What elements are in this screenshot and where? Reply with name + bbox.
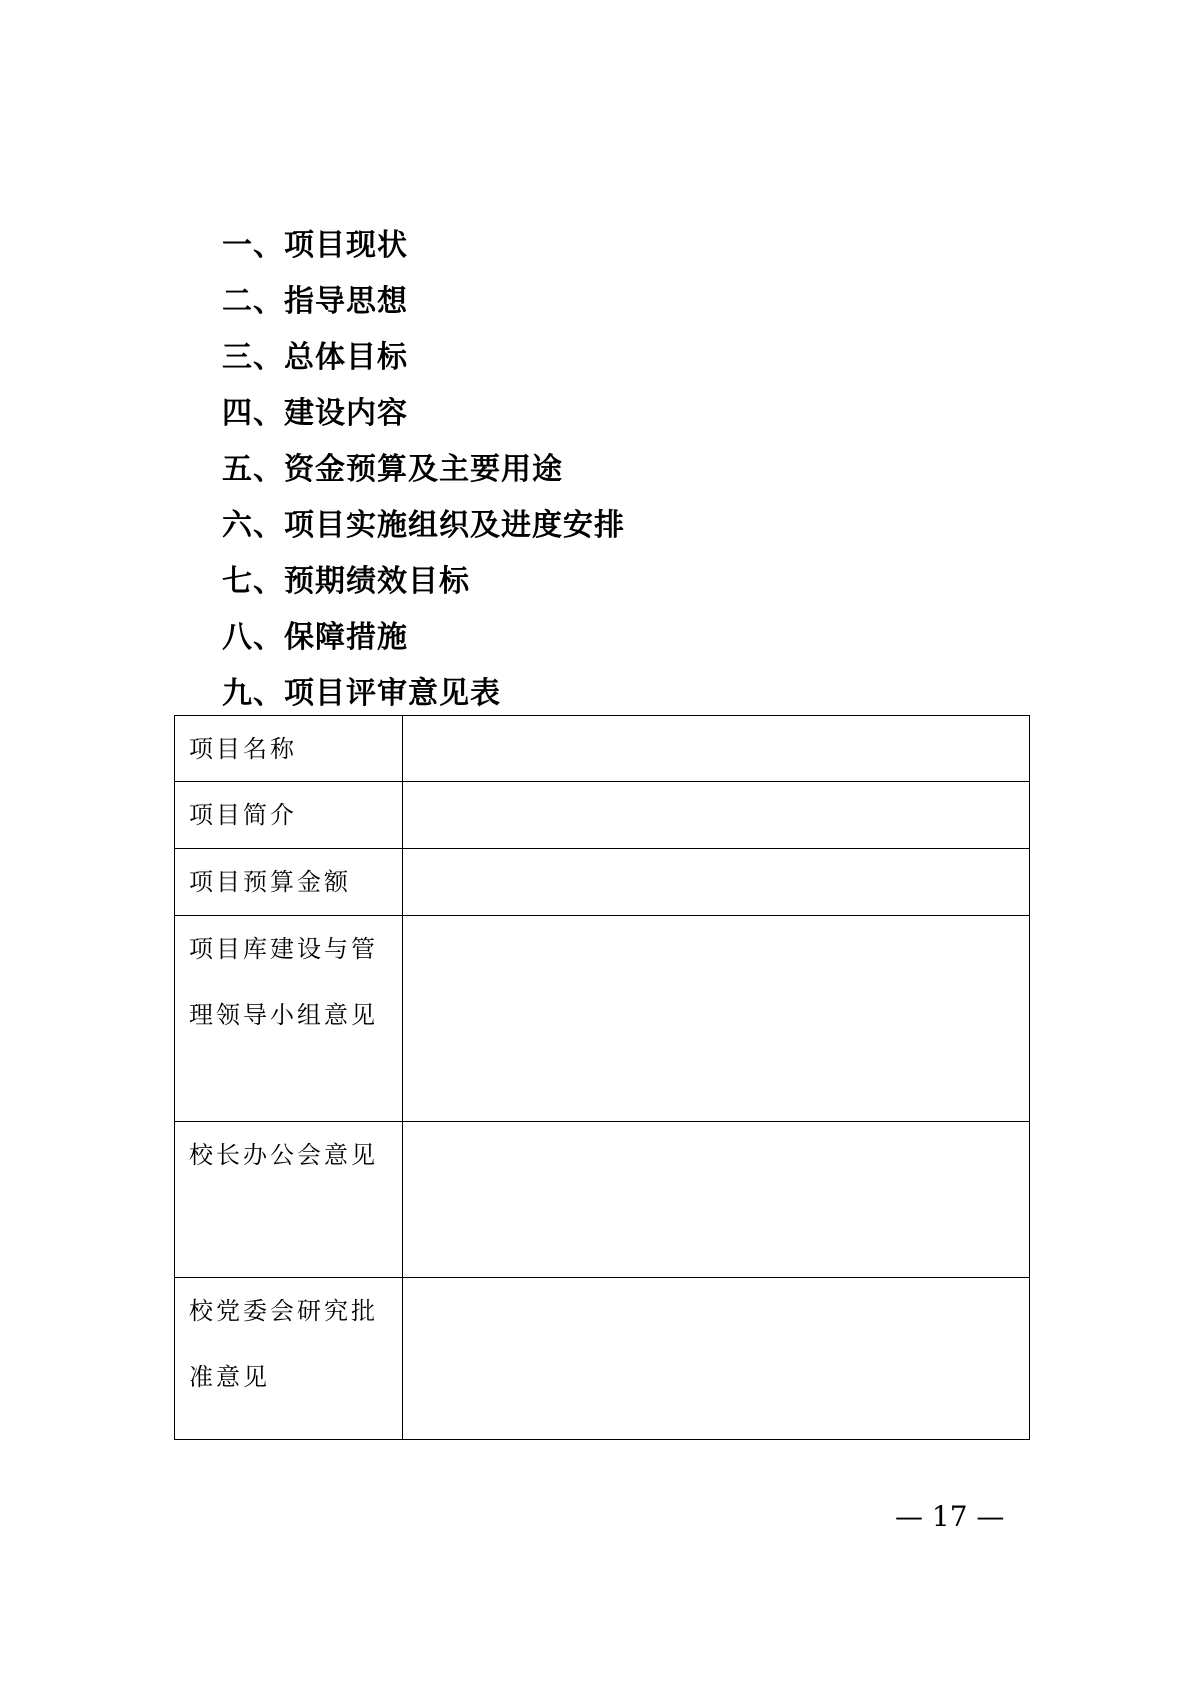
label-line: 理领导小组意见: [189, 1001, 378, 1029]
heading-safeguard-measures: 八、保障措施: [222, 620, 408, 655]
label-president-office-opinion: [175, 1122, 403, 1278]
table-row: [175, 1278, 1030, 1440]
value-project-name[interactable]: [403, 716, 1030, 782]
table-row: [175, 916, 1030, 1122]
table-row: [175, 782, 1030, 849]
section-heading-list: [222, 222, 625, 726]
label-line: 项目库建设与管: [189, 935, 378, 963]
page-number: — 17 —: [895, 1500, 1005, 1533]
heading-implementation-schedule: 六、项目实施组织及进度安排: [222, 508, 625, 543]
value-leadership-group-opinion[interactable]: [403, 916, 1030, 1122]
heading-project-status: 一、项目现状: [222, 228, 408, 263]
label-party-committee-opinion: [175, 1278, 403, 1440]
value-party-committee-opinion[interactable]: [403, 1278, 1030, 1440]
label-line: 项目名称: [189, 735, 297, 763]
label-line: 校党委会研究批: [189, 1297, 378, 1325]
label-line: 准意见: [189, 1363, 270, 1391]
value-project-summary[interactable]: [403, 782, 1030, 849]
label-line: 项目简介: [189, 801, 297, 829]
label-line: 项目预算金额: [189, 868, 351, 896]
label-project-summary: [175, 782, 403, 849]
review-opinion-table: [174, 715, 1030, 1440]
label-project-name: [175, 716, 403, 782]
heading-review-form: 九、项目评审意见表: [222, 676, 501, 711]
heading-guiding-ideology: 二、指导思想: [222, 284, 408, 319]
table-row: [175, 849, 1030, 916]
heading-budget-usage: 五、资金预算及主要用途: [222, 452, 563, 487]
label-leadership-group-opinion: [175, 916, 403, 1122]
value-president-office-opinion[interactable]: [403, 1122, 1030, 1278]
table-row: [175, 716, 1030, 782]
table-row: [175, 1122, 1030, 1278]
label-project-budget: [175, 849, 403, 916]
value-project-budget[interactable]: [403, 849, 1030, 916]
label-line: 校长办公会意见: [189, 1141, 378, 1169]
heading-performance-goals: 七、预期绩效目标: [222, 564, 470, 599]
heading-overall-goal: 三、总体目标: [222, 340, 408, 375]
heading-construction-content: 四、建设内容: [222, 396, 408, 431]
